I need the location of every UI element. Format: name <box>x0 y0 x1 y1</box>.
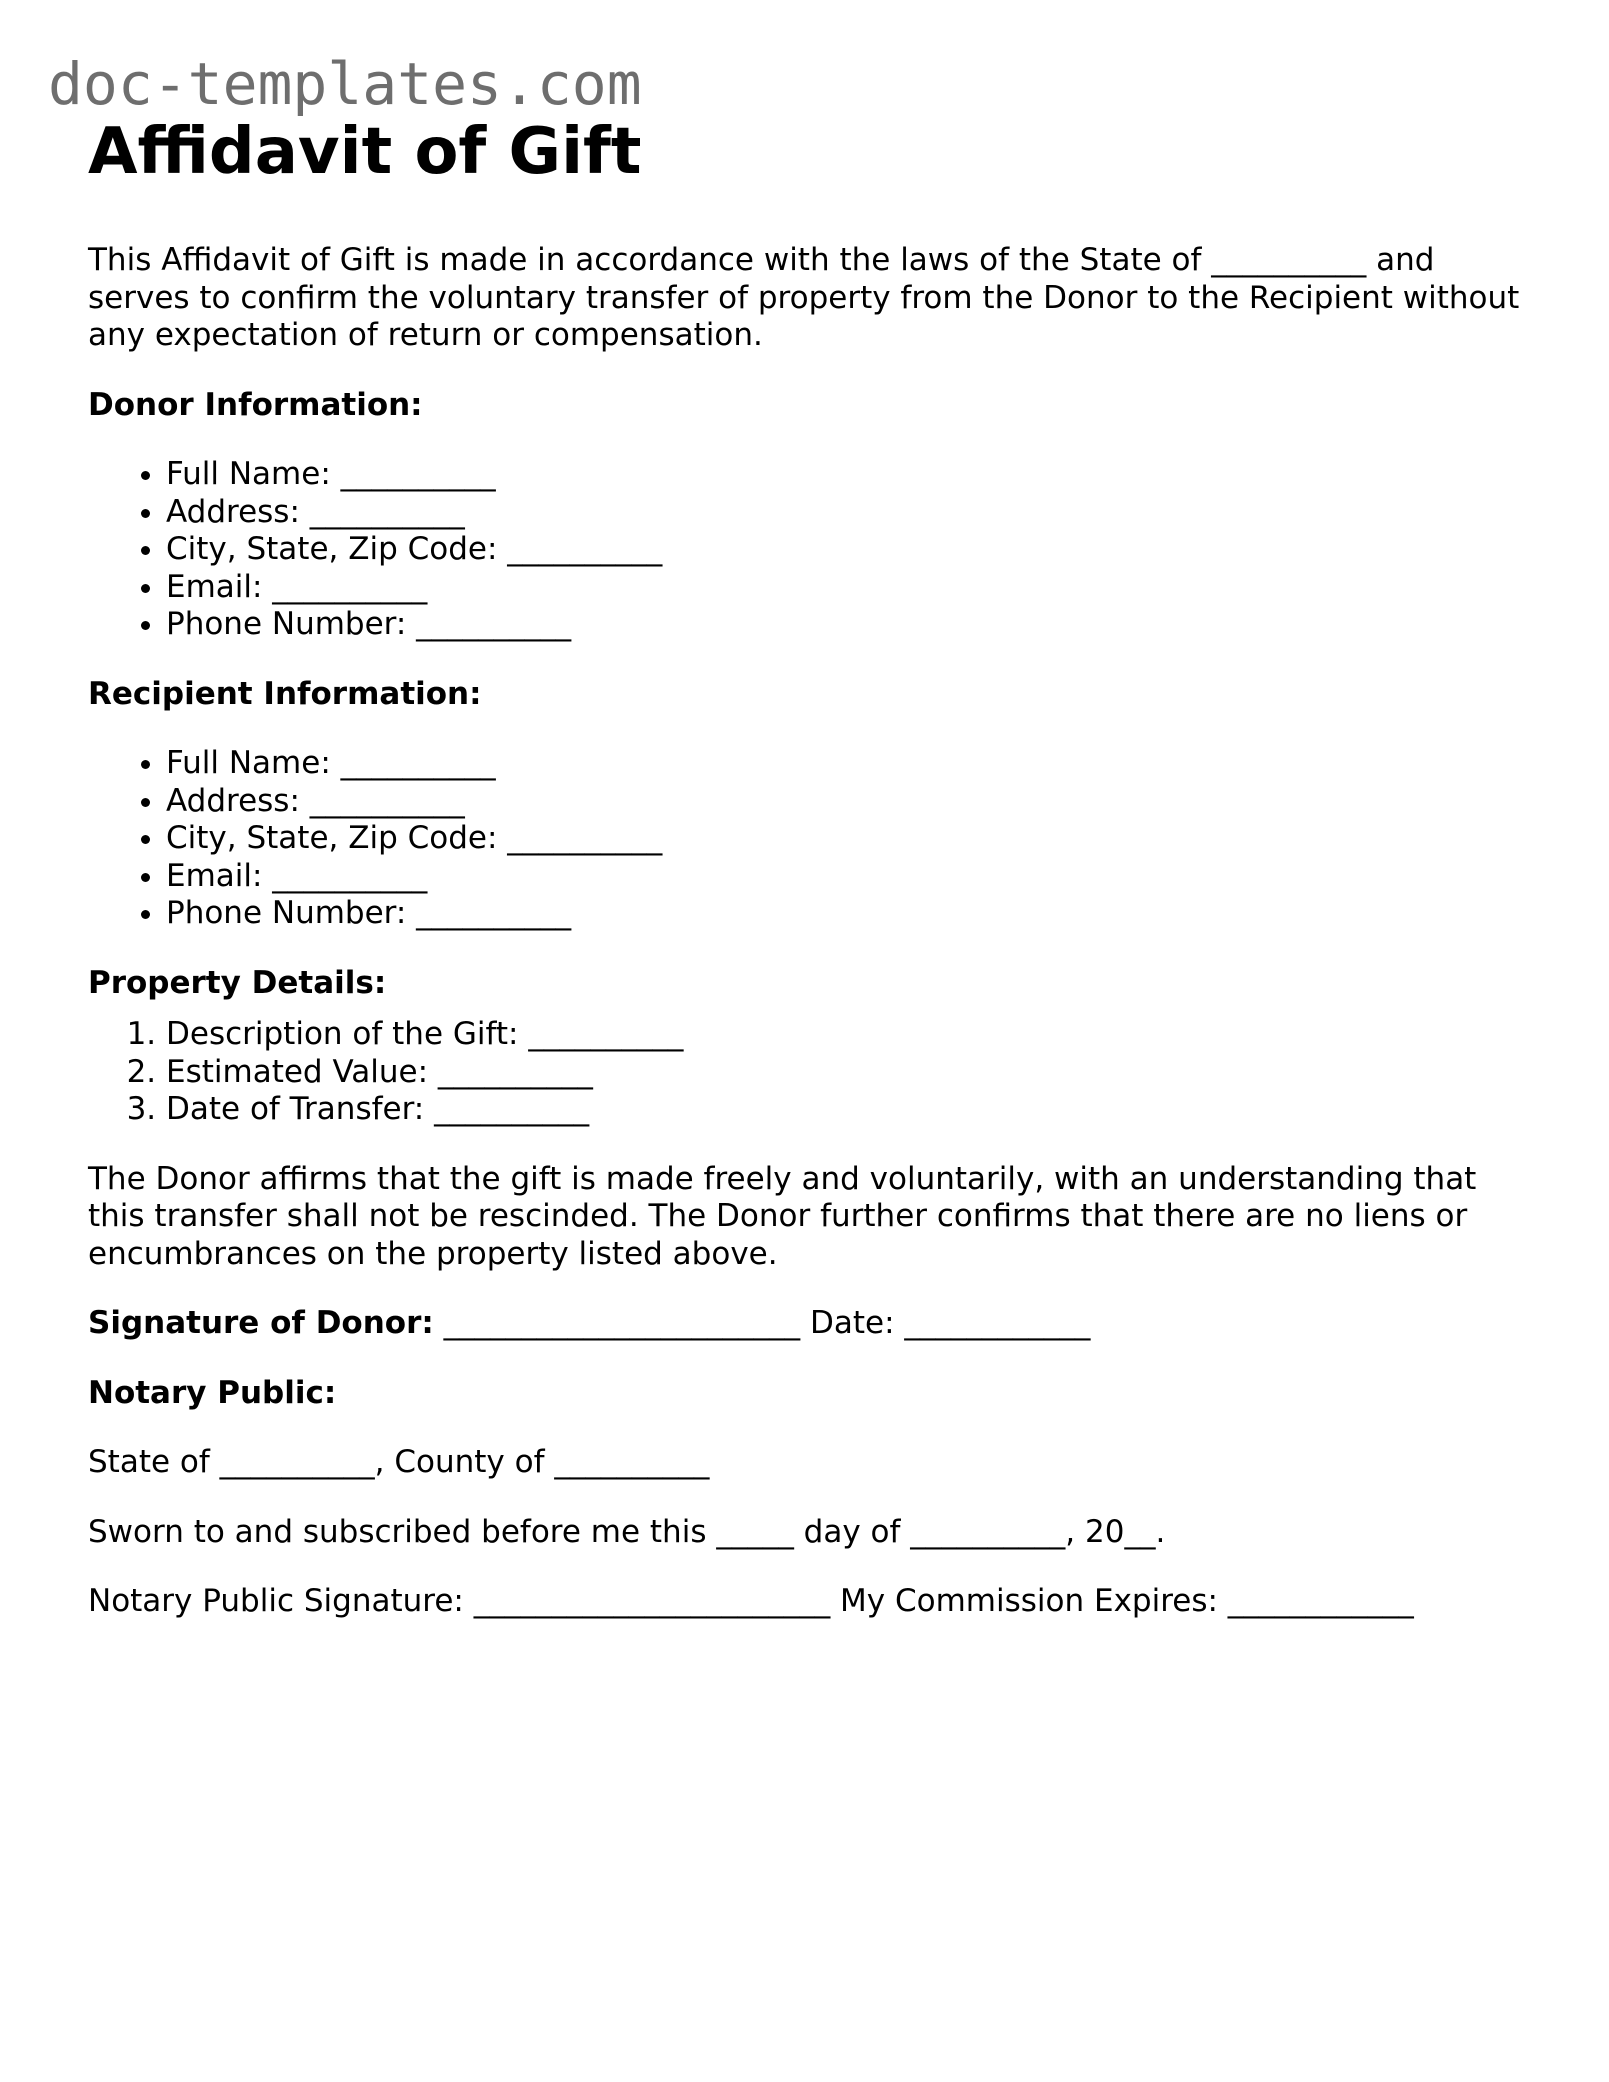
donor-full-name: • Full Name: __________ <box>166 456 1528 494</box>
recipient-email: • Email: __________ <box>166 858 1528 896</box>
notary-heading: Notary Public: <box>88 1374 337 1411</box>
donor-signature-label: Signature of Donor: <box>88 1305 434 1341</box>
donor-address: • Address: __________ <box>166 494 1528 532</box>
donor-list <box>88 456 1528 644</box>
recipient-city-state-zip: • City, State, Zip Code: __________ <box>166 820 1528 858</box>
property-description: 1. Description of the Gift: __________ <box>166 1016 1528 1054</box>
recipient-address: • Address: __________ <box>166 783 1528 821</box>
recipient-heading: Recipient Information: <box>88 675 482 712</box>
property-heading: Property Details: <box>88 964 387 1001</box>
donor-city-state-zip: • City, State, Zip Code: __________ <box>166 531 1528 569</box>
property-list <box>88 1016 1528 1129</box>
donor-phone: • Phone Number: __________ <box>166 606 1528 644</box>
intro-paragraph: This Affidavit of Gift is made in accordance with the laws of the State of __________ and serves to confirm the voluntary transfer of property from the Donor to the Recipient without any expectation of return or compensation. <box>88 242 1520 353</box>
watermark: doc-templates.com <box>48 50 642 118</box>
donor-signature-blanks: _______________________ Date: ____________ <box>433 1305 1091 1341</box>
notary-state-county: State of __________, County of __________ <box>88 1444 710 1480</box>
recipient-phone: • Phone Number: __________ <box>166 895 1528 933</box>
property-transfer-date: 3. Date of Transfer: __________ <box>166 1091 1528 1129</box>
property-value: 2. Estimated Value: __________ <box>166 1054 1528 1092</box>
donor-signature-line <box>88 1305 1528 1343</box>
recipient-list <box>88 745 1528 933</box>
notary-signature-line: Notary Public Signature: _______________________ My Commission Expires: ____________ <box>88 1583 1414 1619</box>
affirmation-paragraph: The Donor affirms that the gift is made freely and voluntarily, with an understanding that this transfer shall not be rescinded. The Donor further confirms that there are no liens or encumbrances on the property listed above. <box>88 1160 1477 1272</box>
document-title: Affidavit of Gift <box>88 115 642 189</box>
document-page <box>88 112 1528 1621</box>
donor-email: • Email: __________ <box>166 569 1528 607</box>
notary-sworn-line: Sworn to and subscribed before me this _____ day of __________, 20__. <box>88 1513 1166 1550</box>
recipient-full-name: • Full Name: __________ <box>166 745 1528 783</box>
donor-heading: Donor Information: <box>88 386 423 423</box>
